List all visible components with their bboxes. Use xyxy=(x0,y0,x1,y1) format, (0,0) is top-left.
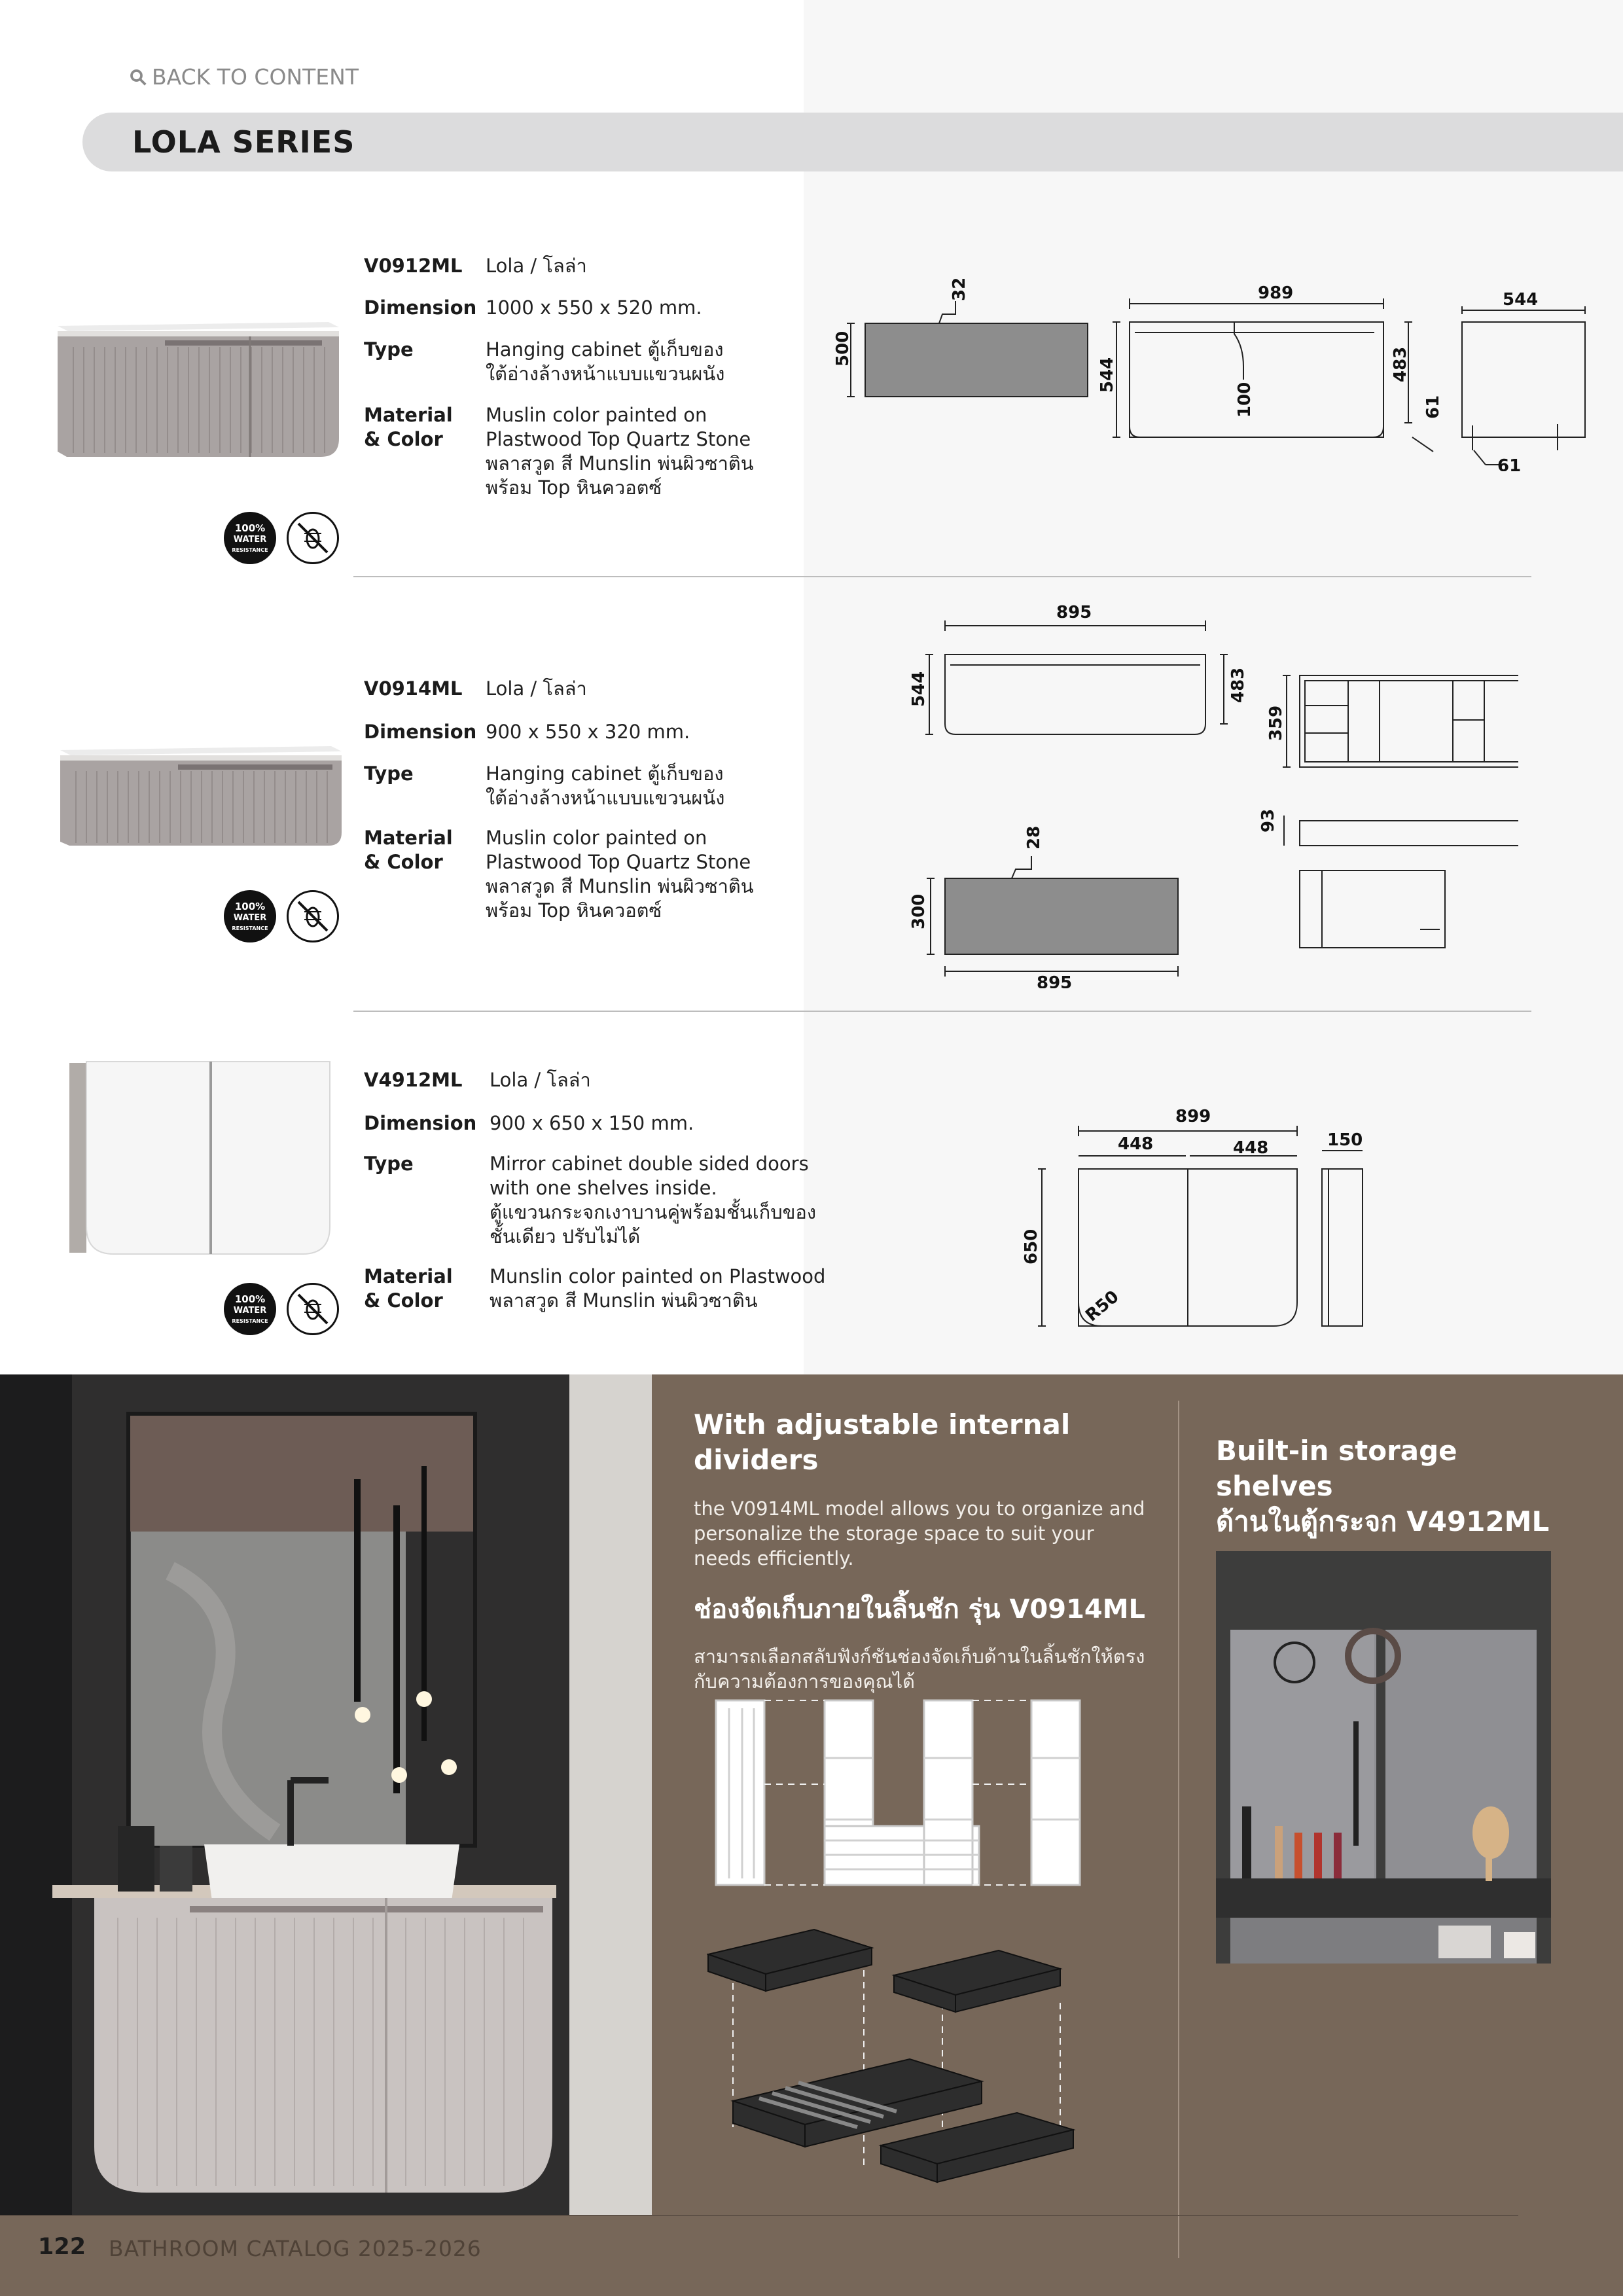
type-label: Type xyxy=(364,762,414,785)
dividers-text-th: สามารถเลือกสลับฟังก์ชันช่องจัดเก็บด้านในลิ้นชักให้ตรงกับความต้องการของคุณได้ xyxy=(694,1645,1145,1693)
product-name: Lola / โลล่า xyxy=(486,677,587,700)
type-value: Hanging cabinet ตู้เก็บของ ใต้อ่างล้างหน้าแบบแขวนผนัง xyxy=(486,762,725,809)
dim-label: 359 xyxy=(1266,705,1286,741)
material-label: Material & Color xyxy=(364,404,453,450)
v4912ml-product-image xyxy=(68,1060,336,1270)
water-resistance-icon: 100% WATER RESISTANCE xyxy=(224,1283,276,1335)
type-value: Hanging cabinet ตู้เก็บของ ใต้อ่างล้างหน้าแบบแขวนผนัง xyxy=(486,338,725,385)
termite-proof-icon xyxy=(287,512,339,564)
water-resistance-icon: 100% WATER RESISTANCE xyxy=(224,512,276,564)
dimension-value: 1000 x 550 x 520 mm. xyxy=(486,296,702,319)
dim-label: 61 xyxy=(1497,456,1522,471)
shelves-title: Built-in storage shelves ด้านในตู้กระจก V4912ML xyxy=(1216,1435,1550,1537)
product-name: Lola / โลล่า xyxy=(486,255,587,277)
dim-label: 899 xyxy=(1175,1107,1211,1126)
footer-rule xyxy=(0,2215,1518,2216)
dim-label: 483 xyxy=(1391,346,1410,382)
back-to-content-link[interactable] xyxy=(128,64,359,90)
dim-label: 448 xyxy=(1233,1138,1269,1158)
search-icon xyxy=(128,67,148,87)
section-divider xyxy=(353,576,1531,577)
column-divider xyxy=(1178,1401,1179,2258)
series-title: LOLA SERIES xyxy=(132,124,355,160)
dividers-text: the V0914ML model allows you to organize and personalize the storage space to suit your needs efficiently. xyxy=(694,1498,1145,1570)
v0914ml-specs xyxy=(364,677,822,952)
material-label: Material & Color xyxy=(364,1265,453,1312)
v4912ml-badges xyxy=(224,1283,339,1335)
dim-label: 300 xyxy=(909,893,929,929)
dim-label: 544 xyxy=(1097,357,1117,393)
dim-label: 61 xyxy=(1423,395,1443,419)
type-label: Type xyxy=(364,338,414,361)
dividers-title: With adjustable internal dividers xyxy=(694,1408,1071,1476)
page-number: 122 xyxy=(38,2234,86,2260)
termite-proof-icon xyxy=(287,890,339,942)
dim-label: 895 xyxy=(1037,973,1073,988)
bathroom-lifestyle-photo xyxy=(0,1374,652,2216)
product-v4912ml xyxy=(0,1021,1623,1361)
v0914ml-technical-drawing xyxy=(877,596,1518,988)
dimension-label: Dimension xyxy=(364,1112,477,1134)
v4912ml-specs xyxy=(364,1068,826,1343)
type-value: Mirror cabinet double sided doors with one shelves inside. ตู้แขวนกระจกเงาบานคู่พร้อมชั้นเก็บของ ชั้นเดียว ปรับไม่ได้ xyxy=(490,1153,817,1247)
termite-proof-icon xyxy=(287,1283,339,1335)
dividers-feature xyxy=(694,1407,1152,1694)
type-label: Type xyxy=(364,1153,414,1175)
product-v0914ml xyxy=(0,589,1623,1008)
material-label: Material & Color xyxy=(364,827,453,873)
dim-label: 895 xyxy=(1056,603,1092,622)
dim-label: 483 xyxy=(1228,667,1248,703)
catalog-title: BATHROOM CATALOG 2025-2026 xyxy=(109,2236,482,2261)
material-value: Munslin color painted on Plastwood พลาสวูด สี Munslin พ่นผิวซาติน xyxy=(490,1265,826,1312)
dim-label: 100 xyxy=(1235,382,1255,418)
product-v0912ml xyxy=(0,242,1623,583)
product-name: Lola / โลล่า xyxy=(490,1069,591,1091)
water-resistance-icon: 100% WATER RESISTANCE xyxy=(224,890,276,942)
v0912ml-badges xyxy=(224,512,339,564)
back-to-content-label: BACK TO CONTENT xyxy=(152,64,359,90)
v0914ml-badges xyxy=(224,890,339,942)
dimension-label: Dimension xyxy=(364,296,477,319)
mirror-cabinet-shelves-photo xyxy=(1216,1551,1551,1964)
v0912ml-specs xyxy=(364,249,822,524)
product-code: V4912ML xyxy=(364,1069,463,1091)
v4912ml-technical-drawing xyxy=(1021,1106,1387,1335)
material-value: Muslin color painted on Plastwood Top Quartz Stone พลาสวูด สี Munslin พ่นผิวซาติน พร้อม Top หินควอตซ์ xyxy=(486,404,754,499)
dim-label: 93 xyxy=(1258,808,1278,833)
dim-label: 544 xyxy=(1503,290,1539,310)
dim-label: 544 xyxy=(909,671,929,707)
dim-label: 500 xyxy=(833,331,853,367)
v0914ml-product-image xyxy=(56,740,344,870)
product-code: V0912ML xyxy=(364,255,463,277)
shelves-feature xyxy=(1216,1433,1582,1539)
feature-panel xyxy=(0,1374,1623,2296)
v0912ml-technical-drawing xyxy=(825,255,1590,471)
dim-label: 650 xyxy=(1022,1229,1041,1265)
dimension-label: Dimension xyxy=(364,721,477,743)
series-header xyxy=(82,113,1623,171)
material-value: Muslin color painted on Plastwood Top Quartz Stone พลาสวูด สี Munslin พ่นผิวซาติน พร้อม Top หินควอตซ์ xyxy=(486,827,754,922)
dimension-value: 900 x 650 x 150 mm. xyxy=(490,1112,694,1134)
divider-configuration-illustration xyxy=(707,1695,1086,2206)
section-divider xyxy=(353,1011,1531,1012)
dimension-value: 900 x 550 x 320 mm. xyxy=(486,721,690,743)
dim-label: 32 xyxy=(950,277,969,301)
dim-label: 989 xyxy=(1258,283,1294,303)
dim-label: 150 xyxy=(1327,1130,1363,1150)
v0912ml-product-image xyxy=(54,308,342,484)
product-code: V0914ML xyxy=(364,677,463,700)
dim-label: 448 xyxy=(1118,1134,1154,1154)
dividers-title-th: ช่องจัดเก็บภายในลิ้นชัก รุ่น V0914ML xyxy=(694,1594,1146,1624)
dim-label: 28 xyxy=(1024,825,1044,850)
dim-label: R50 xyxy=(1082,1287,1123,1326)
